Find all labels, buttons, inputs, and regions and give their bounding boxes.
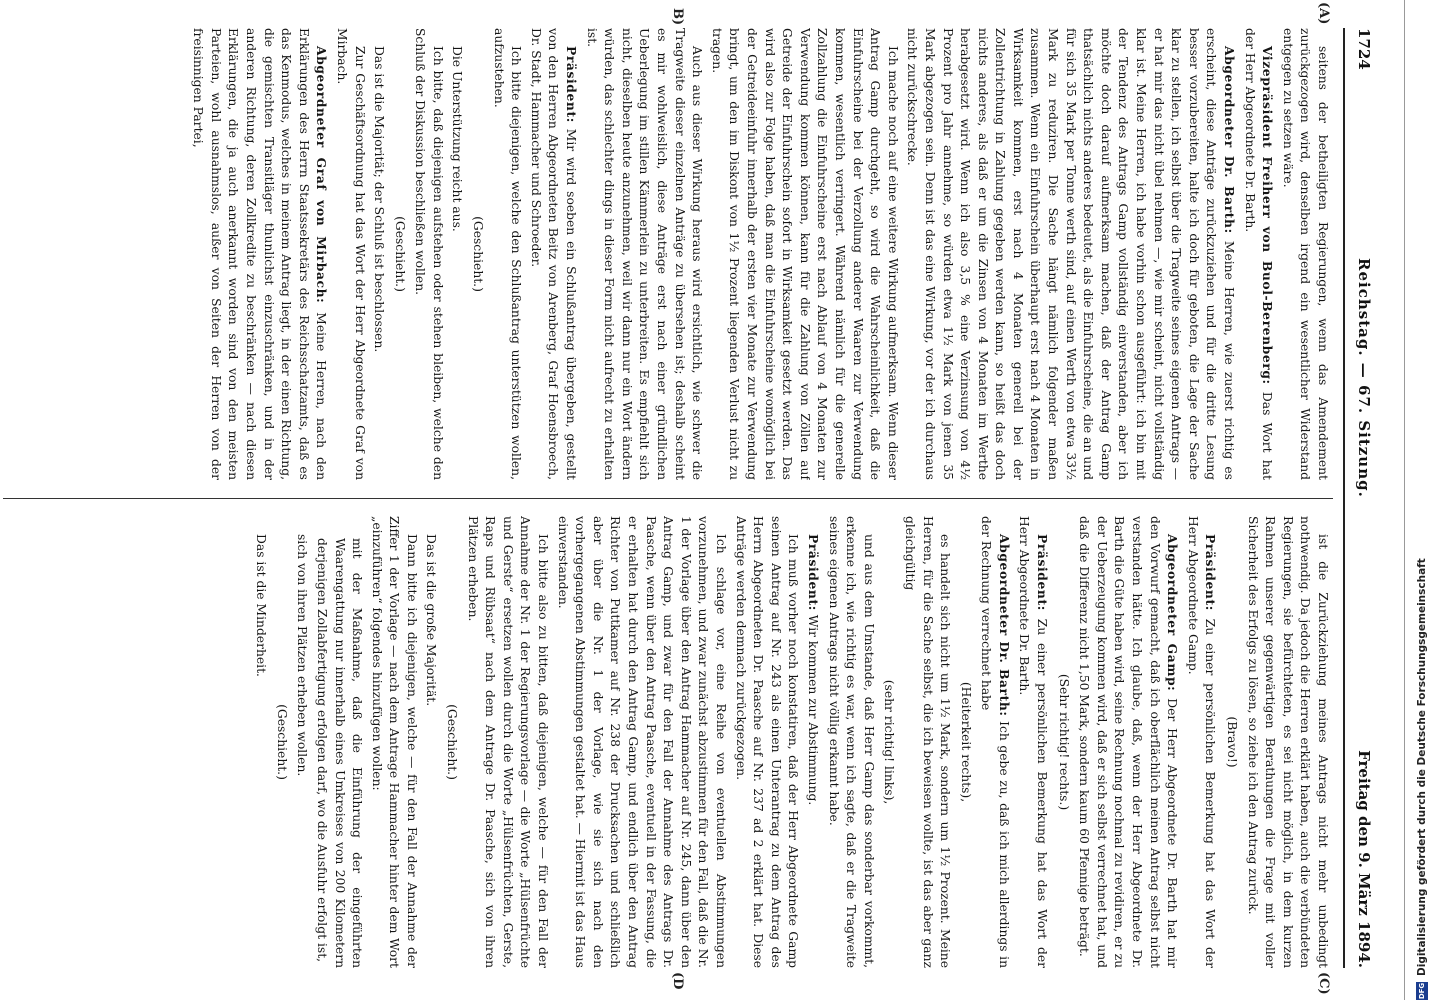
text-paragraph bbox=[824, 516, 877, 968]
header-rule bbox=[1343, 28, 1345, 968]
speaker-name: Präsident: bbox=[805, 534, 821, 611]
stage-direction bbox=[272, 516, 290, 968]
paragraph-text: Meine Herren, nach den Erklärungen des Herrn Staatssekretärs des Reichsschatzamts, daß es das Kenmodus, welches in meinem Antrag liegt, in der einen Richtung, die gemischten Transitläger thunlichst einzuschränken, und in der anderen Richtung, deren Zollkredite zu beschränken — nach diesen Erklärungen, die ja auch anerkannt worden sind von den meisten Parteien, wohl ausnahmslos, außer von Seiten der Herren von der freisinnigen Partei, bbox=[191, 28, 329, 480]
paragraph-text: es handelt sich nicht um 1½ Mark, sondern um 1½ Prozent. Meine Herren, für die Sache selbst, die ich beweisen wollte, ist das aber ganz gleichgültig bbox=[902, 516, 953, 968]
text-paragraph bbox=[293, 516, 311, 968]
stage-direction bbox=[390, 28, 408, 480]
text-paragraph bbox=[553, 516, 729, 968]
speech-paragraph bbox=[1015, 516, 1051, 968]
credit-text: Digitalisierung gefördert durch die Deutsche Forschungsgemeinschaft bbox=[1416, 558, 1428, 976]
quoted-motion bbox=[312, 516, 365, 968]
text-paragraph bbox=[411, 28, 446, 480]
text-paragraph bbox=[582, 28, 705, 480]
margin-mark-c: (C) bbox=[1316, 972, 1331, 995]
digitization-credit bbox=[1416, 0, 1432, 1000]
text-paragraph bbox=[332, 28, 367, 480]
paragraph-text: Ich schlage vor, eine Reihe von eventuellen Abstimmungen vorzunehmen, und zwar zunächst abzustimmen für den Fall, daß die Nr. 1 der Vorlage über den Antrag Hammacher auf Nr. 245, dann über den Antrag Gamp, und zwar für den Fall der Annahme des Antrags Dr. Paasche, wenn über den Antrag Paasche, eventuell in der Fassung, die er erhalten hat durch den Antrag Gamp, und endlich über den Antrag Richter von Puttkamer auf Nr. 238 der Drucksachen und schließlich aber über die Nr. 1 der Vorlage, wie sie sich nach den vorhergegangenen Abstimmungen gestaltet hat. — Hiermit ist das Haus einverstanden. bbox=[555, 516, 728, 968]
speaker-name: Präsident: bbox=[1203, 534, 1219, 611]
speech-paragraph bbox=[1240, 28, 1276, 480]
paragraph-text: (Geschieht.) bbox=[471, 216, 486, 292]
text-paragraph bbox=[448, 28, 466, 480]
paragraph-text: seitens der betheiligten Regierungen, wenn das Amendement zurückgezogen wird, denselben irgend ein wesentlicher Widerstand entgegen zu setzen wäre. bbox=[1280, 28, 1330, 480]
paragraph-text: Meine Herren, wie zuerst richtig es erscheint, diese Anträge zurückzuziehen und für die dritte Lesung besser vorzubereiten, halte ich doch für geboten, die Lage der Sache klar zu stellen, ich selbst über die Tragweite seines eigenen Antrags — er hat mir das nicht übel nehmen —, wie mir scheint, nicht vollständig klar ist. Meine Herren, ich habe vorhin schon ausgeführt: ich bin mit der Tendenz des Antrags Gamp vollständig einverstanden, aber ich möchte doch darauf aufmerksam machen, daß der Antrag Gamp thatsächlich nichts anderes bedeutet, als die Einfuhrscheine, die an und für sich 35 Mark per Tonne werth sind, auf einen Werth von etwa 33½ Mark zu reduziren. Die Sache hängt nämlich folgender maßen zusammen. Wenn ein Einfuhrschein überhaupt erst nach 4 Monaten in Wirksamkeit kommen, erst nach 4 Monaten generell bei der Zollentrichtung in Zahlung gegeben werden kann, so heißt das doch nichts anderes, als daß er um die Zinsen von 4 Monaten im Werthe herabgesetzt wird. Wenn ich also 3,5 % eine Verzinsung von 4½ Prozent pro Jahr annehme, so würden etwa 1½ Mark von jenen 35 Mark abgezogen sein. Denn ist das eine Wirkung, vor der ich durchaus nicht zurückschrecke. bbox=[905, 28, 1237, 480]
text-paragraph bbox=[252, 516, 270, 968]
paragraph-text: Zu einer persönlichen Bemerkung hat das Wort der Herr Abgeordnete Gamp. bbox=[1185, 516, 1218, 968]
speaker-name: Vizepräsident Freiherr von Buol-Berenberg: bbox=[1260, 46, 1276, 385]
rotated-page-content bbox=[0, 2, 1385, 995]
paragraph-text: Ich mache noch auf eine weitere Wirkung aufmerksam. Wenn dieser Antrag Gamp durchgeht, so wird die Wahrscheinlichkeit, daß die Einfuhrscheine bei der Verzollung anderer Waaren zur Verwendung kommen, wesentlich verringert. Während nämlich für die generelle Zollzahlung die Einfuhrscheine erst nach Ablauf von 4 Monaten zur Verwendung kommen können, kann für die Zahlung von Zöllen auf Getreide der Einfuhrschein sofort in Wirksamkeit gesetzt werden. Das wird also zur Folge haben, daß man die Einfuhrscheine womöglich bei der Getreideeinfuhr innerhalb der ersten vier Monate zur Verwendung bringt, um den im Diskont von 1½ Prozent liegenden Verlust nicht zu tragen. bbox=[709, 28, 900, 480]
paragraph-text: Ich bitte diejenigen, welche den Schlußantrag unterstützen wollen, aufzustehen. bbox=[491, 28, 524, 480]
paragraph-text: (Geschieht.) bbox=[274, 704, 289, 780]
page-number: 1724 bbox=[1355, 28, 1373, 70]
paragraph-text: sich von ihren Plätzen erheben wollen. bbox=[295, 534, 310, 777]
page-title: Reichstag. — 67. Sitzung. bbox=[1355, 258, 1373, 498]
margin-mark-d: (D bbox=[670, 972, 685, 990]
paragraph-text: und aus dem Umstande, daß Herr Gamp das sonderbar vorkommt, erkenne ich, wie richtig es war, wenn ich sagte, daß er die Tragweite seines eigenen Antrags nicht völlig erkannt habe. bbox=[826, 516, 876, 968]
paragraph-text: (Bravo!) bbox=[1225, 716, 1240, 768]
paragraph-text: Auch aus dieser Wirkung heraus wird ersichtlich, wie schwer die Tragweite dieser einzelnen Anträge zu übersehen ist; deshalb scheint es mir wohlweislich, diese Anträge erst nach einer gründlichen Ueberlegung im stillen Kämmerlein zu unterbreiten. Es empfiehlt sich nicht, dieselben heute anzunehmen, weil wir dann nur ein Wort ändern würden, das schlechter dings in dieser Form nicht aufrecht zu erhalten ist. bbox=[584, 28, 705, 480]
text-paragraph bbox=[707, 28, 901, 480]
paragraph-text: Ich bitte also zu bitten, daß diejenigen, welche — für den Fall der Annahme der Nr. 1 der Regierungsvorlage — die Worte „Hülsenfrüchte und Gerste“ ersetzen wollen durch die Worte „Hülsenfrüchten, Gerste, Raps und Rübsaat“ nach dem Antrage Dr. Paasche, sich von ihren Plätzen erheben. bbox=[465, 516, 551, 968]
text-paragraph bbox=[367, 516, 420, 968]
paragraph-text: Dann bitte ich diejenigen, welche — für den Fall der Annahme der Ziffer 1 der Vorlage — nach dem Antrage Hammacher hinter dem Wort „einzuführen“ folgendes hinzufügen wollen: bbox=[369, 516, 419, 968]
paragraph-text: (Sehr richtig! rechts.) bbox=[1056, 673, 1071, 811]
column-divider bbox=[3, 498, 1333, 499]
text-paragraph bbox=[1278, 28, 1331, 480]
stage-direction bbox=[443, 516, 461, 968]
stage-direction bbox=[469, 28, 487, 480]
paragraph-text: Das ist die Minderheit. bbox=[254, 534, 269, 677]
speaker-name: Abgeordneter Graf von Mirbach: bbox=[314, 46, 330, 304]
paragraph-text: Die Unterstützung reicht aus. bbox=[450, 46, 465, 232]
speaker-name: Präsident: bbox=[564, 46, 580, 123]
speech-paragraph bbox=[903, 28, 1238, 480]
paragraph-text: mit der Maßnahme, daß die Einführung der eingeführten Waarengattung nur innerhalb eines Umkreises von 200 Kilometern derjenigen Zollabfertigung erfolgen darf, wo die Ausfuhr erfolgt ist, bbox=[314, 538, 365, 968]
speech-paragraph bbox=[1075, 516, 1182, 968]
paragraph-text: (Geschieht.) bbox=[445, 704, 460, 780]
text-paragraph bbox=[1243, 516, 1331, 968]
stage-direction bbox=[956, 516, 974, 968]
paragraph-text: Das ist die Majorität; der Schluß ist beschlossen. bbox=[372, 46, 387, 353]
text-paragraph bbox=[422, 516, 440, 968]
paragraph-text: (Geschieht.) bbox=[392, 216, 407, 292]
paragraph-text: (Heiterkeit rechts), bbox=[958, 681, 973, 803]
paragraph-text: Ich muß vorher noch konstatiren, daß der Herr Abgeordnete Gamp seinen Antrag auf Nr. 243 als einen Unterantrag zu dem Antrag des Herrn Abgeordneten Dr. Paasche auf Nr. 237 ad 2 erklärt hat. Diese Anträge werden demnach zurückgezogen. bbox=[733, 516, 801, 968]
paragraph-text: Zu einer persönlichen Bemerkung hat das Wort der Herr Abgeordnete Dr. Barth. bbox=[1017, 516, 1050, 968]
speaker-name: Abgeordneter Dr. Barth: bbox=[1222, 46, 1238, 234]
paragraph-text: Der Herr Abgeordnete Dr. Barth hat mir den Vorwurf gemacht, daß ich oberflächlich meinen Antrag selbst nicht verstanden hätte. Ich glaube, daß, wenn der Herr Abgeordnete Dr. Barth die Güte haben wird, seine Rechnung nochmal zu revidiren, er zu der Ueberzeugung kommen wird, daß er sich selbst verrechnet hat, und daß die Differenz nicht 1,50 Mark, sondern kaum 60 Pfennige beträgt. bbox=[1077, 516, 1180, 968]
stage-direction bbox=[1222, 516, 1240, 968]
paragraph-text: Wir kommen zur Abstimmung. bbox=[805, 610, 820, 806]
paragraph-text: Das ist die große Majorität. bbox=[424, 534, 439, 707]
right-text-column bbox=[6, 516, 1331, 968]
scan-edge-line bbox=[1404, 0, 1405, 1000]
text-paragraph bbox=[731, 516, 801, 968]
margin-mark-a: (A) bbox=[1316, 2, 1331, 25]
page-date: Freitag den 9. März 1894. bbox=[1355, 750, 1373, 968]
paragraph-text: (sehr richtig! links), bbox=[882, 679, 897, 805]
speech-paragraph bbox=[977, 516, 1013, 968]
paragraph-text: Zur Geschäftsordnung hat das Wort der Herr Abgeordnete Graf von Mirbach. bbox=[334, 28, 367, 480]
paragraph-text: ist die Zurückziehung meines Antrags nicht mehr unbedingt nothwendig. Da jedoch die Herren erklärt haben, auch die verbündeten Regierungen, sie befürchteten, es sei nicht möglich, in dem kurzen Rahmen unserer gegenwärtigen Berathungen die Frage mit voller Sicherheit des Erfolgs zu lösen, so ziehe ich den Antrag zurück. bbox=[1245, 516, 1330, 968]
text-paragraph bbox=[900, 516, 953, 968]
speaker-name: Präsident: bbox=[1035, 534, 1051, 611]
speaker-name: Abgeordneter Dr. Barth: bbox=[996, 534, 1012, 717]
speech-paragraph bbox=[1183, 516, 1219, 968]
stage-direction bbox=[880, 516, 898, 968]
paragraph-text: Mir wird soeben ein Schlußantrag übergeben, gestellt von den Herren Abgeordneten Beitz von Arenberg, Graf Hoensbroech, Dr. Stadt, Hammacher und Schroeder. bbox=[528, 28, 579, 480]
speech-paragraph bbox=[189, 28, 331, 480]
stage-direction bbox=[1054, 516, 1072, 968]
margin-mark-b: B) bbox=[670, 8, 685, 26]
left-text-column bbox=[6, 28, 1331, 480]
speech-paragraph bbox=[803, 516, 822, 968]
paragraph-text: Ich bitte, daß diejenigen aufstehen oder stehen bleiben, welche den Schluß der Diskussion beschließen wollen. bbox=[413, 28, 445, 480]
text-paragraph bbox=[463, 516, 551, 968]
text-paragraph bbox=[489, 28, 524, 480]
dfg-logo-icon: DFG bbox=[1418, 982, 1426, 1000]
text-paragraph bbox=[370, 28, 388, 480]
speech-paragraph bbox=[526, 28, 580, 480]
speaker-name: Abgeordneter Gamp: bbox=[1165, 534, 1181, 692]
paragraph-text: Ich gebe zu, daß ich mich allerdings in der Rechnung verrechnet habe bbox=[979, 516, 1011, 968]
paragraph-text: Das Wort hat der Herr Abgeordnete Dr. Barth. bbox=[1242, 28, 1275, 480]
